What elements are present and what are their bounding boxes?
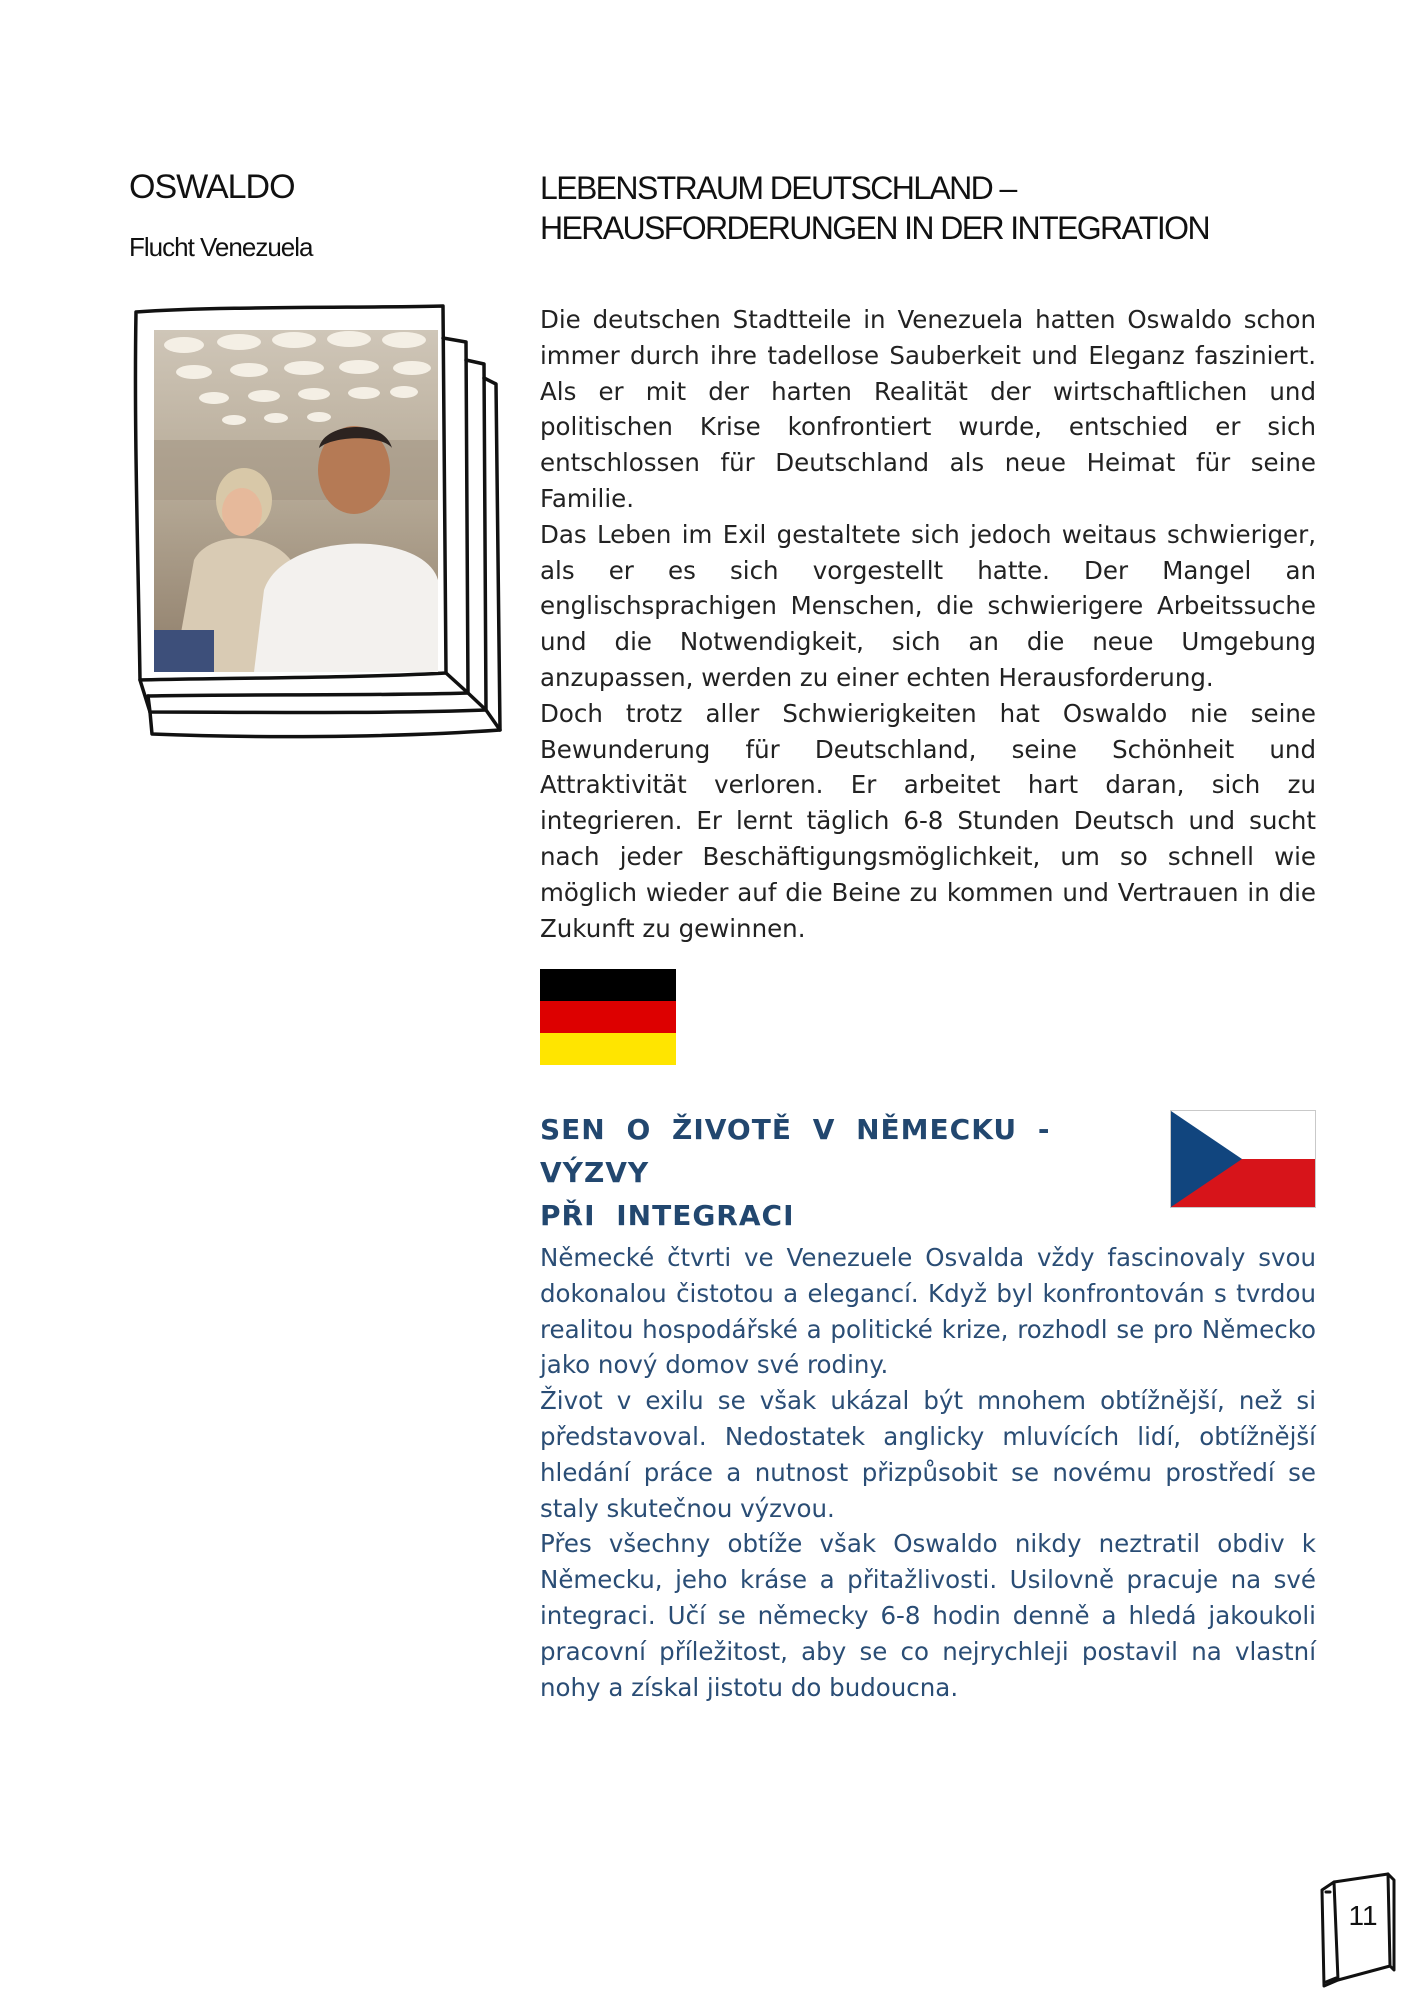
- german-title-line-2: HERAUSFORDERUNGEN IN DER INTEGRATION: [540, 210, 1209, 246]
- czech-title-line-1: SEN O ŽIVOTĚ V NĚMECKU - VÝZVY: [540, 1113, 1051, 1189]
- german-body-text: [540, 302, 1316, 946]
- czech-paragraph: Německé čtvrti ve Venezuele Osvalda vždy fascinovaly svou dokonalou čistotou a elegancí. Když byl konfrontován s tvrdou realitou hospodářské a politické krize, rozhodl se pro Německo jako nový domov své rodiny.: [540, 1243, 1316, 1380]
- germany-flag-icon: [540, 969, 676, 1065]
- page-number: 11: [1348, 1900, 1378, 1931]
- czech-flag-icon: [1170, 1110, 1316, 1208]
- german-title-line-1: LEBENSTRAUM DEUTSCHLAND –: [540, 170, 1016, 206]
- person-name: OSWALDO: [129, 168, 295, 206]
- czech-body-text: [540, 1240, 1316, 1705]
- czech-section-title: [540, 1108, 1140, 1237]
- czech-paragraph: Přes všechny obtíže však Oswaldo nikdy neztratil obdiv k Německu, jeho kráse a přitažlivosti. Usilovně pracuje na své integraci. Učí se německy 6-8 hodin denně a hledá jakoukoli pracovní příležitost, aby se co nejrychleji postavil na vlastní nohy a získal jistotu do budoucna.: [540, 1529, 1316, 1702]
- czech-paragraph: Život v exilu se však ukázal být mnohem obtížnější, než si představoval. Nedostatek anglicky mluvících lidí, obtížnější hledání práce a nutnost přizpůsobit se novému prostředí se staly skutečnou výzvou.: [540, 1386, 1316, 1523]
- portrait-photo: [154, 330, 438, 672]
- german-paragraph: Doch trotz aller Schwierigkeiten hat Oswaldo nie seine Bewunderung für Deutschland, seine Schönheit und Attraktivität verloren. Er arbeitet hart daran, sich zu integrieren. Er lernt täglich 6-8 Stunden Deutsch und sucht nach jeder Beschäftigungsmöglichkeit, um so schnell wie möglich wieder auf die Beine zu kommen und Vertrauen in die Zukunft zu gewinnen.: [540, 698, 1316, 943]
- czech-title-line-2: PŘI INTEGRACI: [540, 1199, 795, 1232]
- german-paragraph: Die deutschen Stadtteile in Venezuela hatten Oswaldo schon immer durch ihre tadellose Sauberkeit und Eleganz fasziniert. Als er mit der harten Realität der wirtschaftlichen und politischen Krise konfrontiert wurde, entschied er sich entschlossen für Deutschland als neue Heimat für seine Familie.: [540, 305, 1316, 513]
- person-subtitle: Flucht Venezuela: [129, 232, 313, 262]
- german-paragraph: Das Leben im Exil gestaltete sich jedoch weitaus schwieriger, als er es sich vorgestellt hatte. Der Mangel an englischsprachigen Menschen, die schwierigere Arbeitssuche und die Notwendigkeit, sich an die neue Umgebung anzupassen, werden zu einer echten Herausforderung.: [540, 519, 1316, 692]
- german-section-title: [540, 168, 1300, 248]
